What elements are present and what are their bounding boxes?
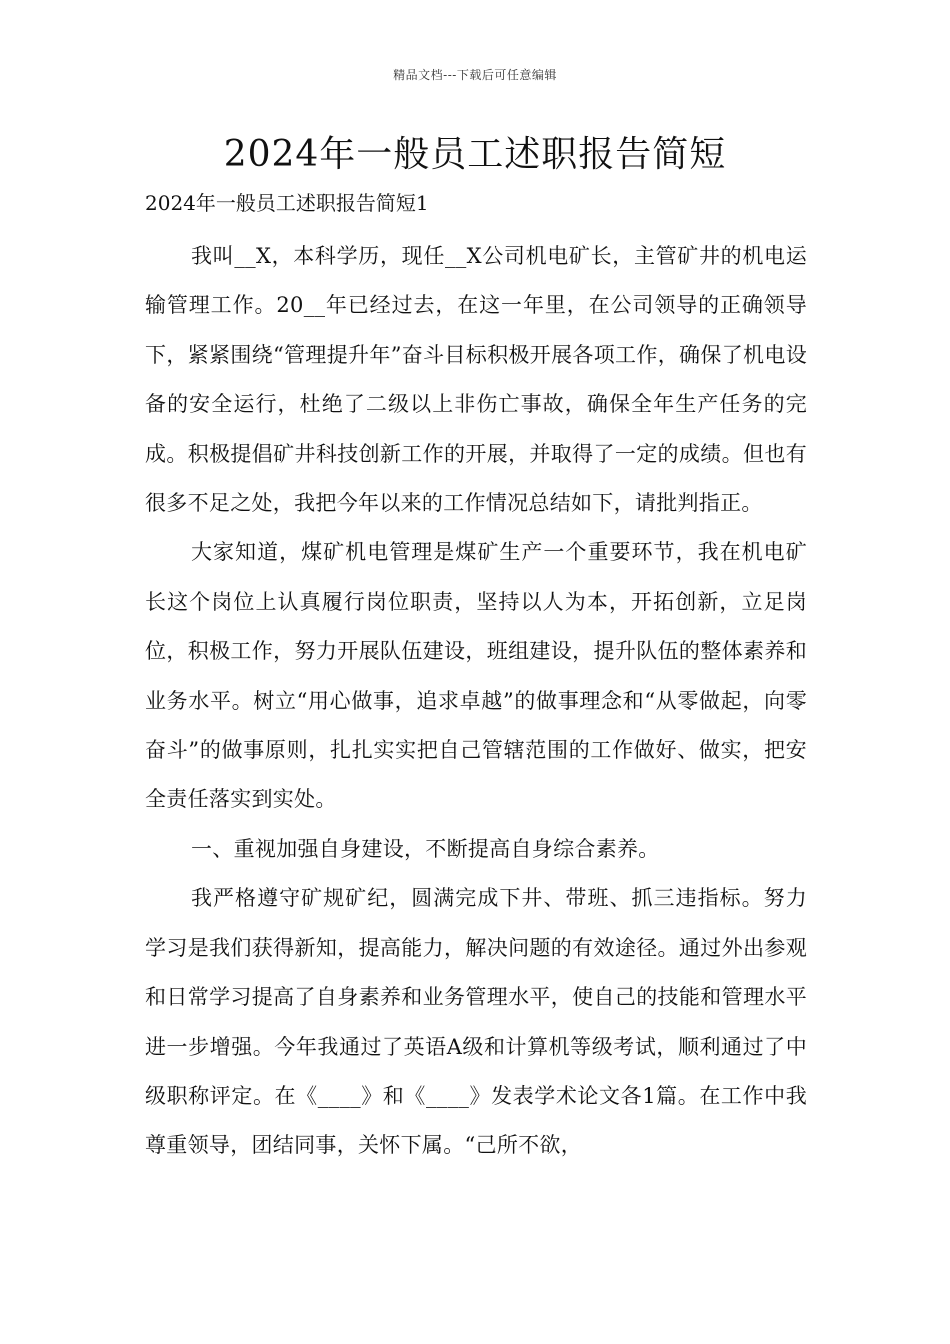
paragraph: 我叫__X，本科学历，现任__X公司机电矿长，主管矿井的机电运输管理工作。20__年已经过去，在这一年里，在公司领导的正确领导下，紧紧围绕“管理提升年”奋斗目标积极开展各项工作，确保了机电设备的安全运行，杜绝了二级以上非伤亡事故，确保全年生产任务的完成。积极提倡矿井科技创新工作的开展，并取得了一定的成绩。但也有很多不足之处，我把今年以来的工作情况总结如下，请批判指正。 [145, 244, 807, 516]
header-note: 精品文档---下载后可任意编辑 [393, 68, 557, 82]
page-title: 2024年一般员工述职报告简短 [223, 134, 727, 175]
section-heading: 一、重视加强自身建设，不断提高自身综合素养。 [191, 836, 660, 861]
section-subtitle: 2024年一般员工述职报告简短1 [145, 191, 429, 215]
document-body [145, 232, 807, 1171]
paragraph: 大家知道，煤矿机电管理是煤矿生产一个重要环节，我在机电矿长这个岗位上认真履行岗位职责，坚持以人为本，开拓创新，立足岗位，积极工作，努力开展队伍建设，班组建设，提升队伍的整体素养和业务水平。树立“用心做事，追求卓越”的做事理念和“从零做起，向零奋斗”的做事原则，扎扎实实把自己管辖范围的工作做好、做实，把安全责任落实到实处。 [145, 540, 807, 812]
paragraph: 我严格遵守矿规矿纪，圆满完成下井、带班、抓三违指标。努力学习是我们获得新知，提高能力，解决问题的有效途径。通过外出参观和日常学习提高了自身素养和业务管理水平，使自己的技能和管理水平进一步增强。今年我通过了英语A级和计算机等级考试，顺利通过了中级职称评定。在《____》和《____》发表学术论文各1篇。在工作中我尊重领导，团结同事，关怀下属。“己所不欲， [145, 886, 807, 1158]
